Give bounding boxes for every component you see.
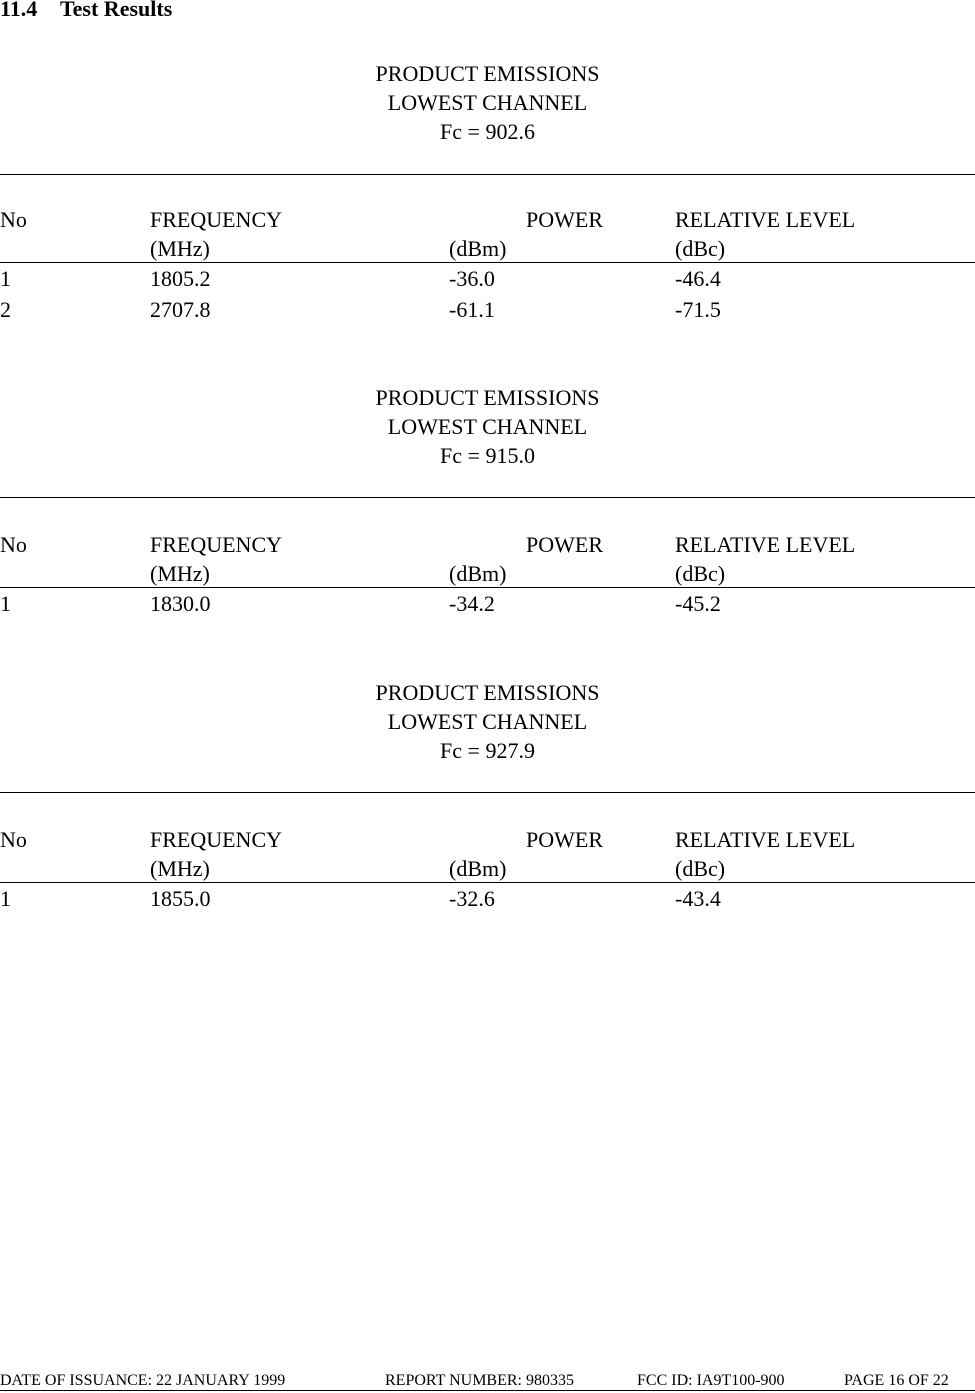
footer-rule xyxy=(0,1390,975,1391)
col-header-power: POWER xyxy=(526,827,603,852)
cell-no: 2 xyxy=(0,297,11,322)
cell-power: -36.0 xyxy=(449,266,495,291)
cell-no: 1 xyxy=(0,266,11,291)
col-unit-power: (dBm) xyxy=(449,856,507,881)
cell-relative-level: -46.4 xyxy=(675,266,721,291)
cell-no: 1 xyxy=(0,886,11,911)
table-top-rule xyxy=(0,792,975,793)
section-heading xyxy=(0,0,172,22)
cell-relative-level: -71.5 xyxy=(675,297,721,322)
col-header-power: POWER xyxy=(526,207,603,232)
col-unit-relative: (dBc) xyxy=(675,856,726,881)
header-rule xyxy=(0,587,975,588)
cell-relative-level: -45.2 xyxy=(675,591,721,616)
footer-date: DATE OF ISSUANCE: 22 JANUARY 1999 xyxy=(0,1372,286,1389)
cell-frequency: 1830.0 xyxy=(150,591,211,616)
cell-power: -34.2 xyxy=(449,591,495,616)
col-unit-frequency: (MHz) xyxy=(150,236,210,261)
col-unit-relative: (dBc) xyxy=(675,561,726,586)
col-header-no: No xyxy=(0,532,27,557)
col-unit-frequency: (MHz) xyxy=(150,561,210,586)
table-title: PRODUCT EMISSIONS xyxy=(375,61,600,86)
col-header-power: POWER xyxy=(526,532,603,557)
table-fc: Fc = 927.9 xyxy=(440,738,535,763)
cell-frequency: 1855.0 xyxy=(150,886,211,911)
col-header-no: No xyxy=(0,827,27,852)
col-unit-frequency: (MHz) xyxy=(150,856,210,881)
table-subtitle: LOWEST CHANNEL xyxy=(387,709,588,734)
footer-report-number: REPORT NUMBER: 980335 xyxy=(385,1372,574,1389)
table-subtitle: LOWEST CHANNEL xyxy=(387,414,588,439)
col-unit-power: (dBm) xyxy=(449,561,507,586)
col-header-frequency: FREQUENCY xyxy=(150,207,283,232)
col-header-relative: RELATIVE LEVEL xyxy=(675,207,856,232)
table-subtitle: LOWEST CHANNEL xyxy=(387,90,588,115)
section-number: 11.4 xyxy=(0,0,38,21)
footer-page-number: PAGE 16 OF 22 xyxy=(844,1372,949,1389)
table-fc: Fc = 902.6 xyxy=(440,119,535,144)
table-title: PRODUCT EMISSIONS xyxy=(375,385,600,410)
cell-frequency: 2707.8 xyxy=(150,297,211,322)
footer-fcc-id: FCC ID: IA9T100-900 xyxy=(637,1372,785,1389)
cell-no: 1 xyxy=(0,591,11,616)
col-header-no: No xyxy=(0,207,27,232)
table-title: PRODUCT EMISSIONS xyxy=(375,680,600,705)
cell-power: -61.1 xyxy=(449,297,495,322)
col-unit-relative: (dBc) xyxy=(675,236,726,261)
col-unit-power: (dBm) xyxy=(449,236,507,261)
cell-relative-level: -43.4 xyxy=(675,886,721,911)
cell-frequency: 1805.2 xyxy=(150,266,211,291)
header-rule xyxy=(0,882,975,883)
col-header-relative: RELATIVE LEVEL xyxy=(675,532,856,557)
col-header-frequency: FREQUENCY xyxy=(150,827,283,852)
table-fc: Fc = 915.0 xyxy=(440,443,535,468)
table-top-rule xyxy=(0,174,975,175)
col-header-frequency: FREQUENCY xyxy=(150,532,283,557)
col-header-relative: RELATIVE LEVEL xyxy=(675,827,856,852)
header-rule xyxy=(0,262,975,263)
cell-power: -32.6 xyxy=(449,886,495,911)
table-top-rule xyxy=(0,497,975,498)
section-title: Test Results xyxy=(60,0,173,21)
